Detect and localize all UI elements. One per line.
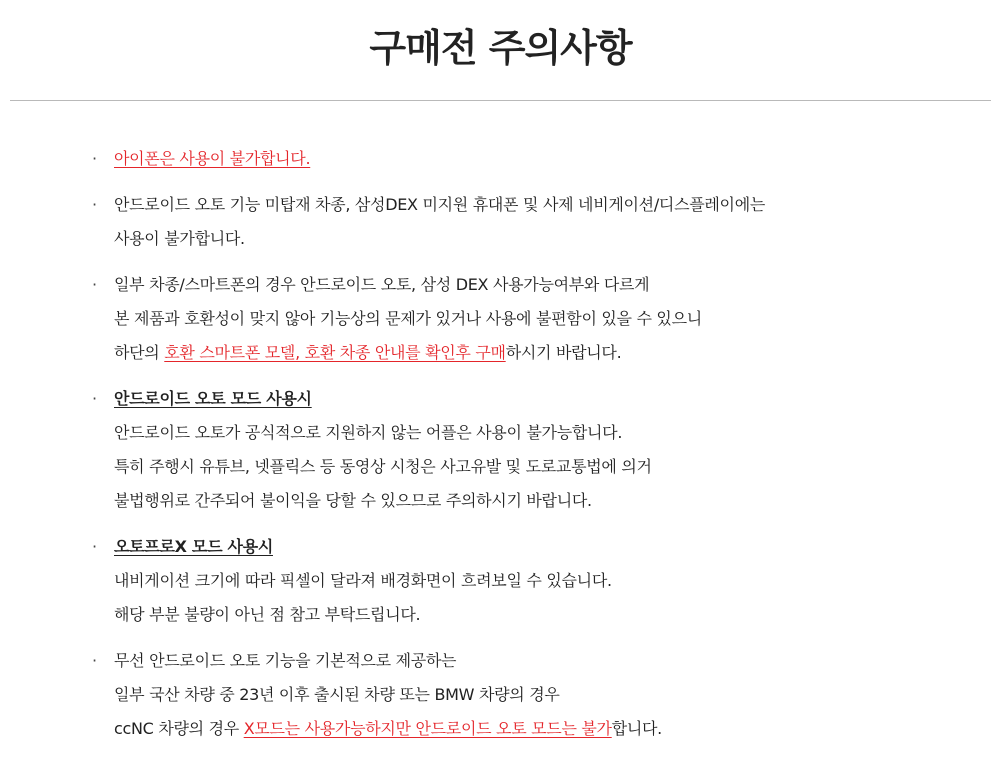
- notice-text: 일부 차종/스마트폰의 경우 안드로이드 오토, 삼성 DEX 사용가능여부와 다르게: [114, 275, 650, 294]
- notice-text: 특히 주행시 유튜브, 넷플릭스 등 동영상 시청은 사고유발 및 도로교통법에 의거: [114, 457, 652, 476]
- notice-item: [92, 188, 972, 256]
- bullet-dot: ·: [92, 149, 98, 168]
- warning-highlight: X모드는 사용가능하지만 안드로이드 오토 모드는 불가: [243, 719, 612, 738]
- notice-text: 사용이 불가합니다.: [114, 229, 245, 248]
- notice-text: 합니다.: [611, 719, 662, 738]
- notice-line: [114, 302, 972, 336]
- page-title: 구매전 주의사항: [369, 26, 632, 70]
- notice-line: [114, 484, 972, 518]
- notice-text: ccNC 차량의 경우: [114, 719, 244, 738]
- notice-item: [92, 530, 972, 632]
- notice-line: [114, 712, 972, 746]
- notice-heading: 오토프로X 모드 사용시: [114, 537, 273, 556]
- notice-text: 안드로이드 오토 기능 미탑재 차종, 삼성DEX 미지원 휴대폰 및 사제 네비게이션/디스플레이에는: [114, 195, 766, 214]
- notice-line: [114, 416, 972, 450]
- bullet-dot: ·: [92, 389, 98, 408]
- notice-line: [114, 222, 972, 256]
- notice-line: [114, 598, 972, 632]
- notice-line: [114, 382, 972, 416]
- title-divider: [10, 100, 991, 101]
- bullet-dot: ·: [92, 651, 98, 670]
- notice-text: 내비게이션 크기에 따라 픽셀이 달라져 배경화면이 흐려보일 수 있습니다.: [114, 571, 612, 590]
- notice-item: [92, 268, 972, 370]
- notice-text: 본 제품과 호환성이 맞지 않아 기능상의 문제가 있거나 사용에 불편함이 있을 수 있으니: [114, 309, 702, 328]
- notice-line: [114, 530, 972, 564]
- bullet-dot: ·: [92, 195, 98, 214]
- bullet-dot: ·: [92, 275, 98, 294]
- notice-item: [92, 142, 972, 176]
- notice-line: [114, 564, 972, 598]
- warning-highlight: 호환 스마트폰 모델, 호환 차종 안내를 확인후 구매: [164, 343, 506, 362]
- notice-item: [92, 644, 972, 746]
- notice-line: [114, 450, 972, 484]
- notice-line: [114, 188, 972, 222]
- notice-line: [114, 644, 972, 678]
- notice-text: 무선 안드로이드 오토 기능을 기본적으로 제공하는: [114, 651, 457, 670]
- notice-text: 안드로이드 오토가 공식적으로 지원하지 않는 어플은 사용이 불가능합니다.: [114, 423, 623, 442]
- notice-text: 하단의: [114, 343, 165, 362]
- bullet-dot: ·: [92, 537, 98, 556]
- notice-text: 해당 부분 불량이 아닌 점 참고 부탁드립니다.: [114, 605, 421, 624]
- warning-highlight: 아이폰은 사용이 불가합니다.: [114, 149, 311, 168]
- notice-heading: 안드로이드 오토 모드 사용시: [114, 389, 312, 408]
- notice-text: 하시기 바랍니다.: [505, 343, 622, 362]
- notice-line: [114, 678, 972, 712]
- notice-text: 불법행위로 간주되어 불이익을 당할 수 있으므로 주의하시기 바랍니다.: [114, 491, 592, 510]
- notice-text: 일부 국산 차량 중 23년 이후 출시된 차량 또는 BMW 차량의 경우: [114, 685, 560, 704]
- notice-list: [92, 142, 972, 758]
- notice-item: [92, 382, 972, 518]
- notice-line: [114, 336, 972, 370]
- notice-line: [114, 142, 972, 176]
- notice-line: [114, 268, 972, 302]
